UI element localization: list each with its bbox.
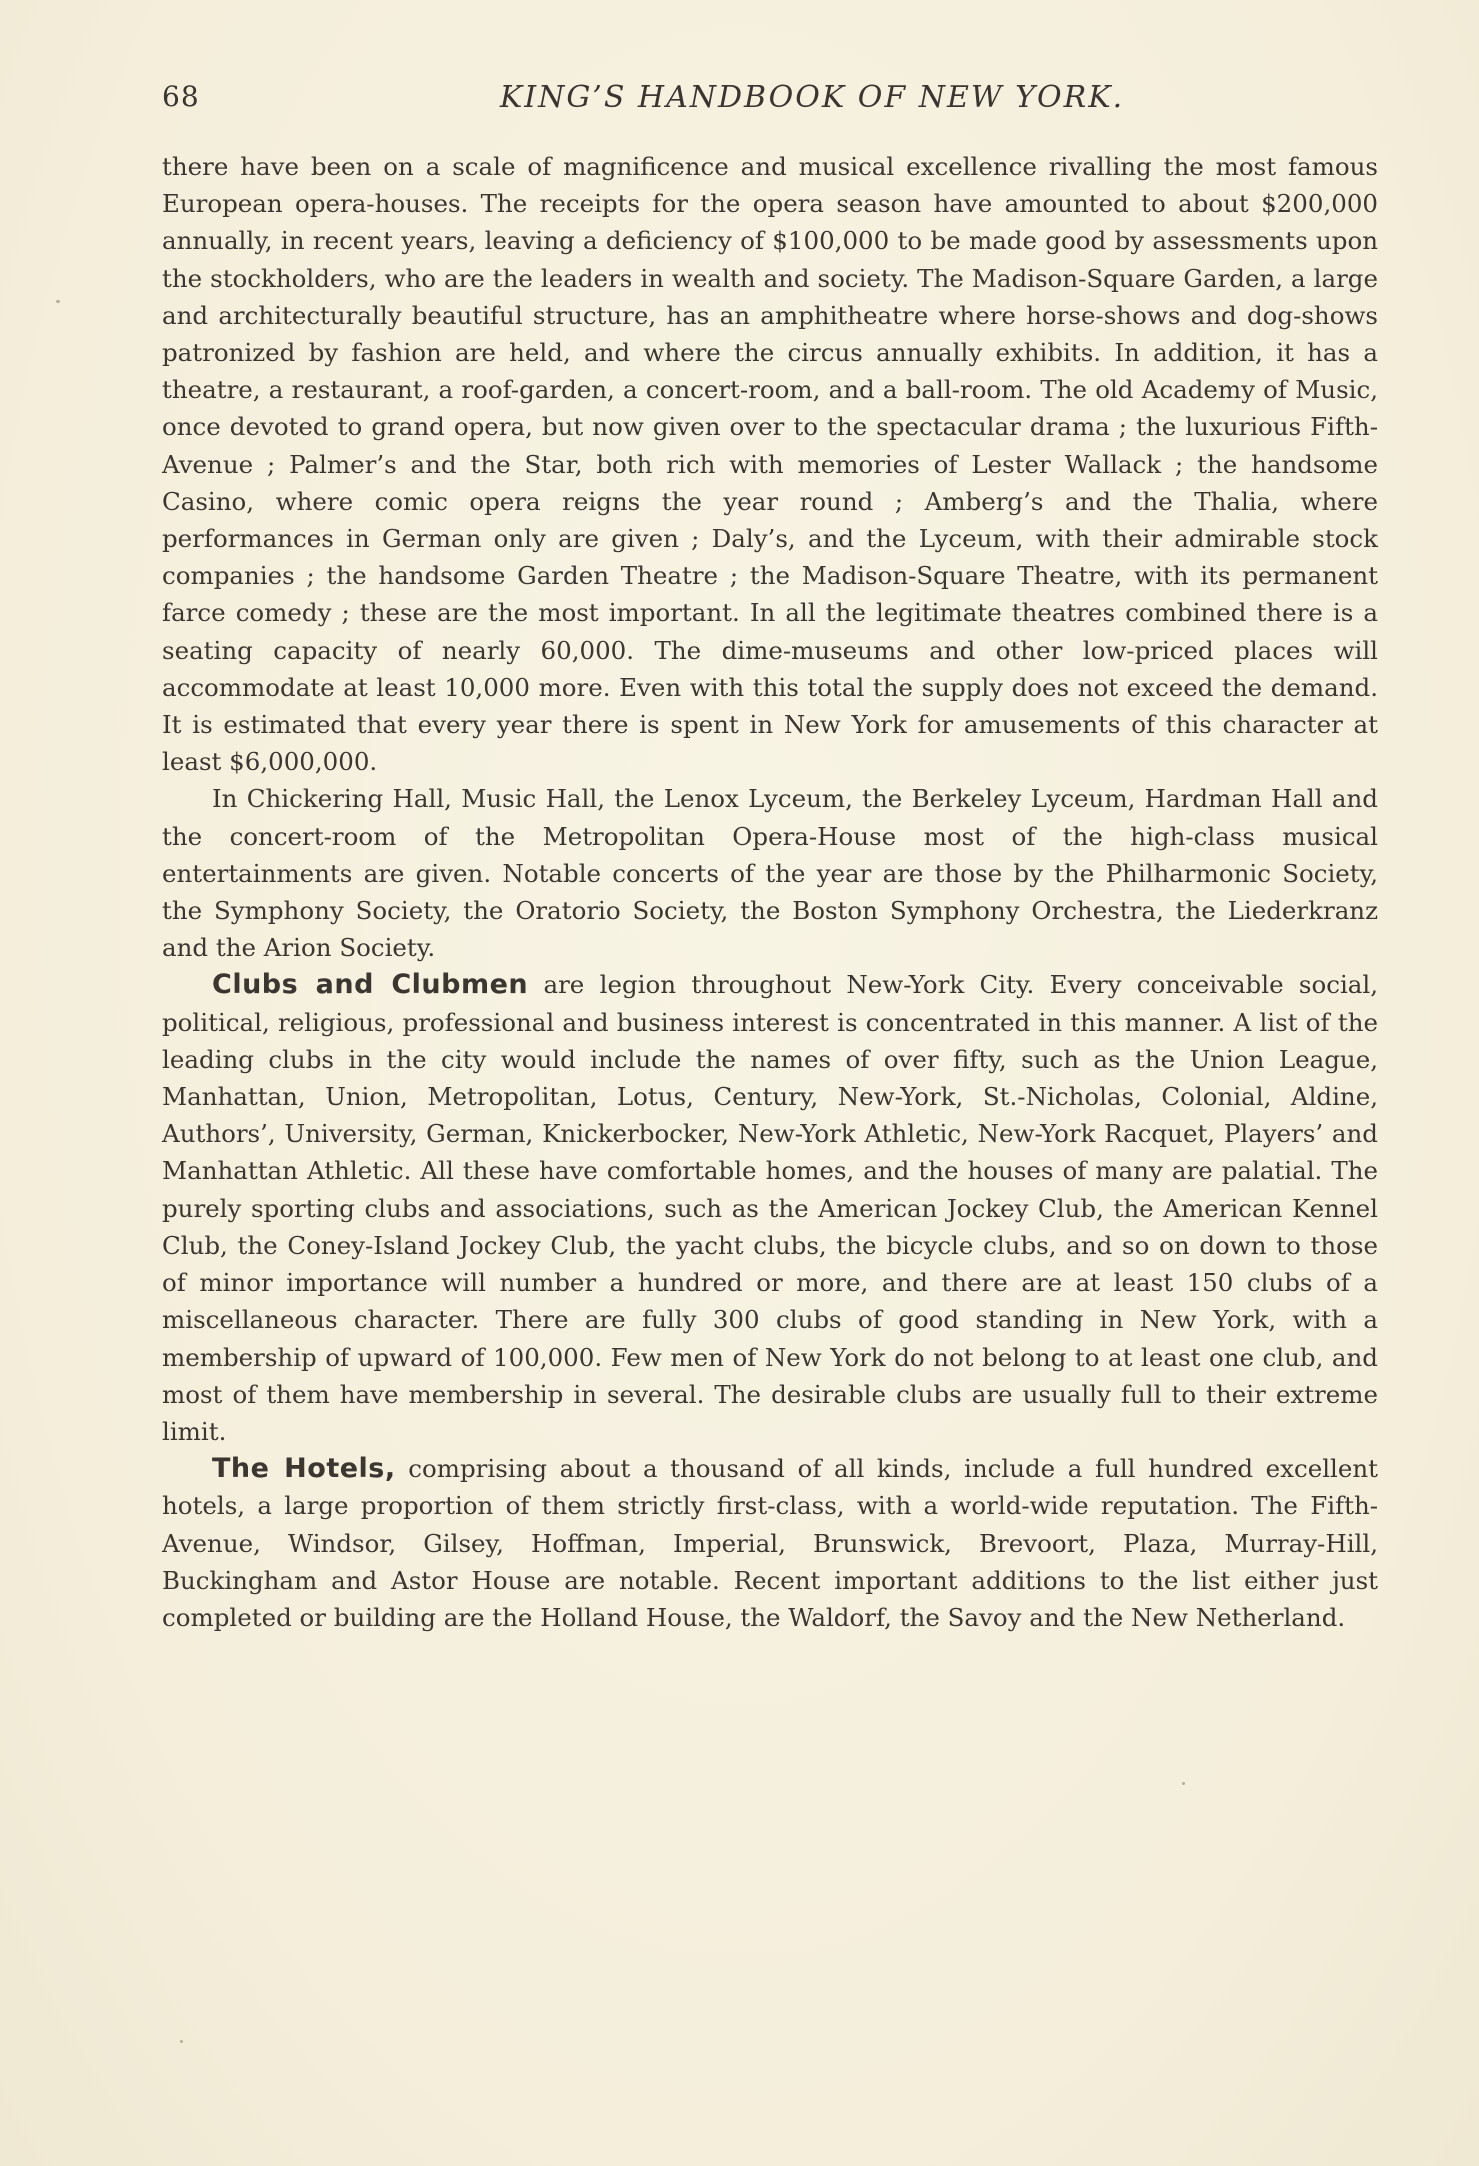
running-title: KING’S HANDBOOK OF NEW YORK. (499, 80, 1125, 115)
paragraph-concerts (162, 780, 1378, 966)
paper-speck (1182, 1782, 1185, 1785)
paragraph-clubs (162, 966, 1378, 1450)
paragraph-text: are legion throughout New-York City. Every conceivable social, political, religious, professional and business interest is concentrated in this manner. A list of the leading clubs in the city would include the names of over fifty, such as the Union League, Manhattan, Union, Metropolitan, Lotus, Century, New-York, St.-Nicholas, Colonial, Aldine, Authors’, University, German, Knickerbocker, New-York Athletic, New-York Racquet, Players’ and Manhattan Athletic. All these have comfortable homes, and the houses of many are palatial. The purely sporting clubs and associations, such as the American Jockey Club, the American Kennel Club, the Coney-Island Jockey Club, the yacht clubs, the bicycle clubs, and so on down to those of minor importance will number a hundred or more, and there are at least 150 clubs of a miscellaneous character. There are fully 300 clubs of good standing in New York, with a membership of upward of 100,000. Few men of New York do not belong to at least one club, and most of them have membership in several. The desirable clubs are usually full to their extreme limit. (162, 970, 1379, 1446)
page-number: 68 (162, 80, 200, 113)
paragraph-hotels (162, 1450, 1378, 1636)
paragraph-text: there have been on a scale of magnificence and musical excellence rivalling the most famous European opera-houses. The receipts for the opera season have amounted to about $200,000 annually, in recent years, leaving a deficiency of $100,000 to be made good by assessments upon the stockholders, who are the leaders in wealth and society. The Madison-Square Garden, a large and architecturally beautiful structure, has an amphitheatre where horse-shows and dog-shows patronized by fashion are held, and where the circus annually exhibits. In addition, it has a theatre, a restaurant, a roof-garden, a concert-room, and a ball-room. The old Academy of Music, once devoted to grand opera, but now given over to the spectacular drama ; the luxurious Fifth-Avenue ; Palmer’s and the Star, both rich with memories of Lester Wallack ; the handsome Casino, where comic opera reigns the year round ; Amberg’s and the Thalia, where performances in German only are given ; Daly’s, and the Lyceum, with their admirable stock companies ; the handsome Garden Theatre ; the Madison-Square Theatre, with its permanent farce comedy ; these are the most important. In all the legitimate theatres combined there is a seating capacity of nearly 60,000. The dime-museums and other low-priced places will accommodate at least 10,000 more. Even with this total the supply does not exceed the demand. It is estimated that every year there is spent in New York for amusements of this character at least $6,000,000. (162, 152, 1378, 777)
paper-speck (180, 2040, 183, 2043)
body-text (162, 148, 1378, 1636)
paragraph-opera (162, 148, 1378, 780)
run-in-heading-clubs: Clubs and Clubmen (212, 969, 529, 1001)
page-header (162, 80, 1382, 124)
paper-speck (56, 300, 60, 303)
paragraph-text: In Chickering Hall, Music Hall, the Lenox Lyceum, the Berkeley Lyceum, Hardman Hall and the concert-room of the Metropolitan Opera-House most of the high-class musical entertainments are given. Notable concerts of the year are those by the Philharmonic Society, the Symphony Society, the Oratorio Society, the Boston Symphony Orchestra, the Liederkranz and the Arion Society. (162, 784, 1378, 963)
run-in-heading-hotels: The Hotels, (212, 1453, 396, 1485)
paragraph-text: comprising about a thousand of all kinds, include a full hundred excellent hotels, a large proportion of them strictly first-class, with a world-wide reputation. The Fifth-Avenue, Windsor, Gilsey, Hoffman, Imperial, Brunswick, Brevoort, Plaza, Murray-Hill, Buckingham and Astor House are notable. Recent important additions to the list either just completed or building are the Holland House, the Waldorf, the Savoy and the New Netherland. (162, 1454, 1378, 1632)
